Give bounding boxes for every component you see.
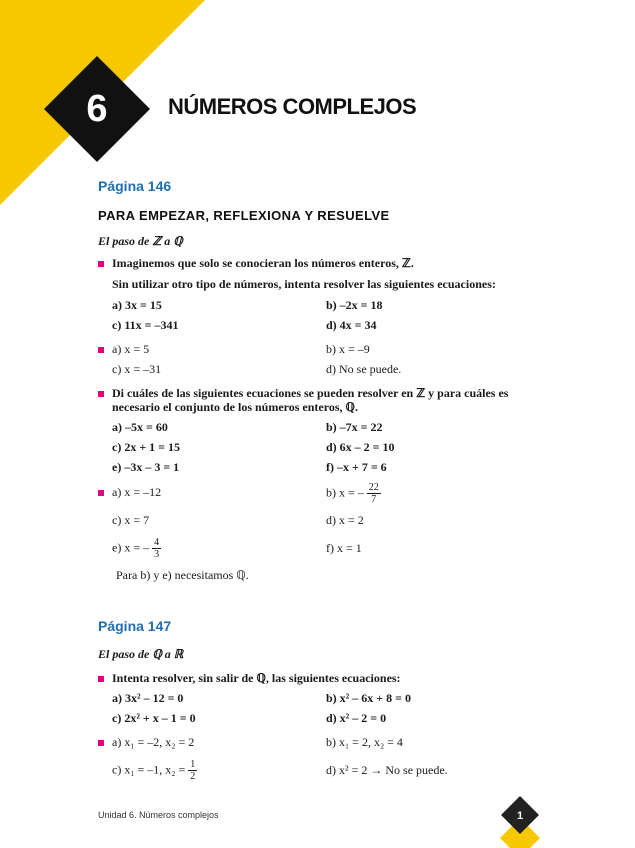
bullet-icon	[98, 261, 104, 267]
equation-item: c) 2x² + x – 1 = 0	[112, 711, 196, 725]
page-number: 1	[516, 810, 524, 822]
equation-item: d) 4x = 34	[326, 318, 377, 332]
answer-prefix: c) x₁ = –1, x₂ =	[112, 762, 186, 777]
note-text: Para b) y e) necesitamos ℚ.	[116, 568, 249, 582]
question-text: Intenta resolver, sin salir de ℚ, las siguientes ecuaciones:	[112, 671, 401, 685]
denominator: 2	[190, 771, 196, 782]
answer-item: a) x = 5	[112, 342, 150, 356]
equation-item: a) 3x² – 12 = 0	[112, 691, 184, 705]
fraction	[367, 482, 381, 505]
chapter-title: NÚMEROS COMPLEJOS	[168, 94, 417, 119]
question-text: Imaginemos que solo se conocieran los números enteros, ℤ.	[112, 256, 414, 270]
fraction	[188, 759, 197, 782]
chapter-number: 6	[86, 87, 108, 130]
equation-item: b) –7x = 22	[326, 420, 383, 434]
answer-item: c) x = 7	[112, 513, 150, 527]
answer-fraction-item	[112, 537, 161, 560]
numerator: 22	[368, 482, 379, 493]
fraction	[152, 537, 161, 560]
question-text-2: Sin utilizar otro tipo de números, intenta resolver las siguientes ecuaciones:	[112, 277, 496, 291]
answer-fraction-item	[112, 759, 197, 782]
page-heading-146: Página 146	[98, 178, 172, 194]
page-heading-147: Página 147	[98, 618, 172, 634]
answer-item: c) x = –31	[112, 362, 162, 376]
answer-item: d) x² = 2 → No se puede.	[326, 763, 448, 777]
answer-item: d) No se puede.	[326, 362, 402, 376]
equation-item: e) –3x – 3 = 1	[112, 460, 180, 474]
answer-item: d) x = 2	[326, 513, 364, 527]
equation-item: a) –5x = 60	[112, 420, 168, 434]
subtitle-q-to-r: El paso de ℚ a ℝ	[98, 647, 184, 661]
section-title: PARA EMPEZAR, REFLEXIONA Y RESUELVE	[98, 208, 390, 223]
answer-fraction-item	[326, 482, 381, 505]
numerator: 4	[154, 537, 160, 548]
equation-item: c) 2x + 1 = 15	[112, 440, 180, 454]
answer-prefix: e) x = –	[112, 540, 150, 555]
subtitle-z-to-q: El paso de ℤ a ℚ	[98, 234, 183, 248]
answer-bullet-icon	[98, 490, 104, 496]
equation-item: d) 6x – 2 = 10	[326, 440, 395, 454]
numerator: 1	[190, 759, 196, 770]
answer-item: b) x₁ = 2, x₂ = 4	[326, 735, 403, 749]
answer-item: a) x = –12	[112, 485, 162, 499]
question-text: Di cuáles de las siguientes ecuaciones se pueden resolver en ℤ y para cuáles es	[112, 386, 509, 400]
answer-item: a) x₁ = –2, x₂ = 2	[112, 735, 195, 749]
equation-item: b) –2x = 18	[326, 298, 383, 312]
answer-item: f) x = 1	[326, 541, 362, 555]
question-text-2: necesario el conjunto de los números enteros, ℚ.	[112, 400, 358, 414]
footer-text: Unidad 6. Números complejos	[98, 810, 219, 820]
equation-item: d) x² – 2 = 0	[326, 711, 387, 725]
bullet-icon	[98, 391, 104, 397]
answer-bullet-icon	[98, 740, 104, 746]
equation-item: a) 3x = 15	[112, 298, 162, 312]
denominator: 7	[371, 494, 377, 505]
equation-item: b) x² – 6x + 8 = 0	[326, 691, 411, 705]
equation-item: c) 11x = –341	[112, 318, 179, 332]
equation-item: f) –x + 7 = 6	[326, 460, 387, 474]
answer-bullet-icon	[98, 347, 104, 353]
denominator: 3	[154, 549, 160, 560]
bullet-icon	[98, 676, 104, 682]
answer-item: b) x = –9	[326, 342, 370, 356]
answer-prefix: b) x = –	[326, 485, 364, 500]
